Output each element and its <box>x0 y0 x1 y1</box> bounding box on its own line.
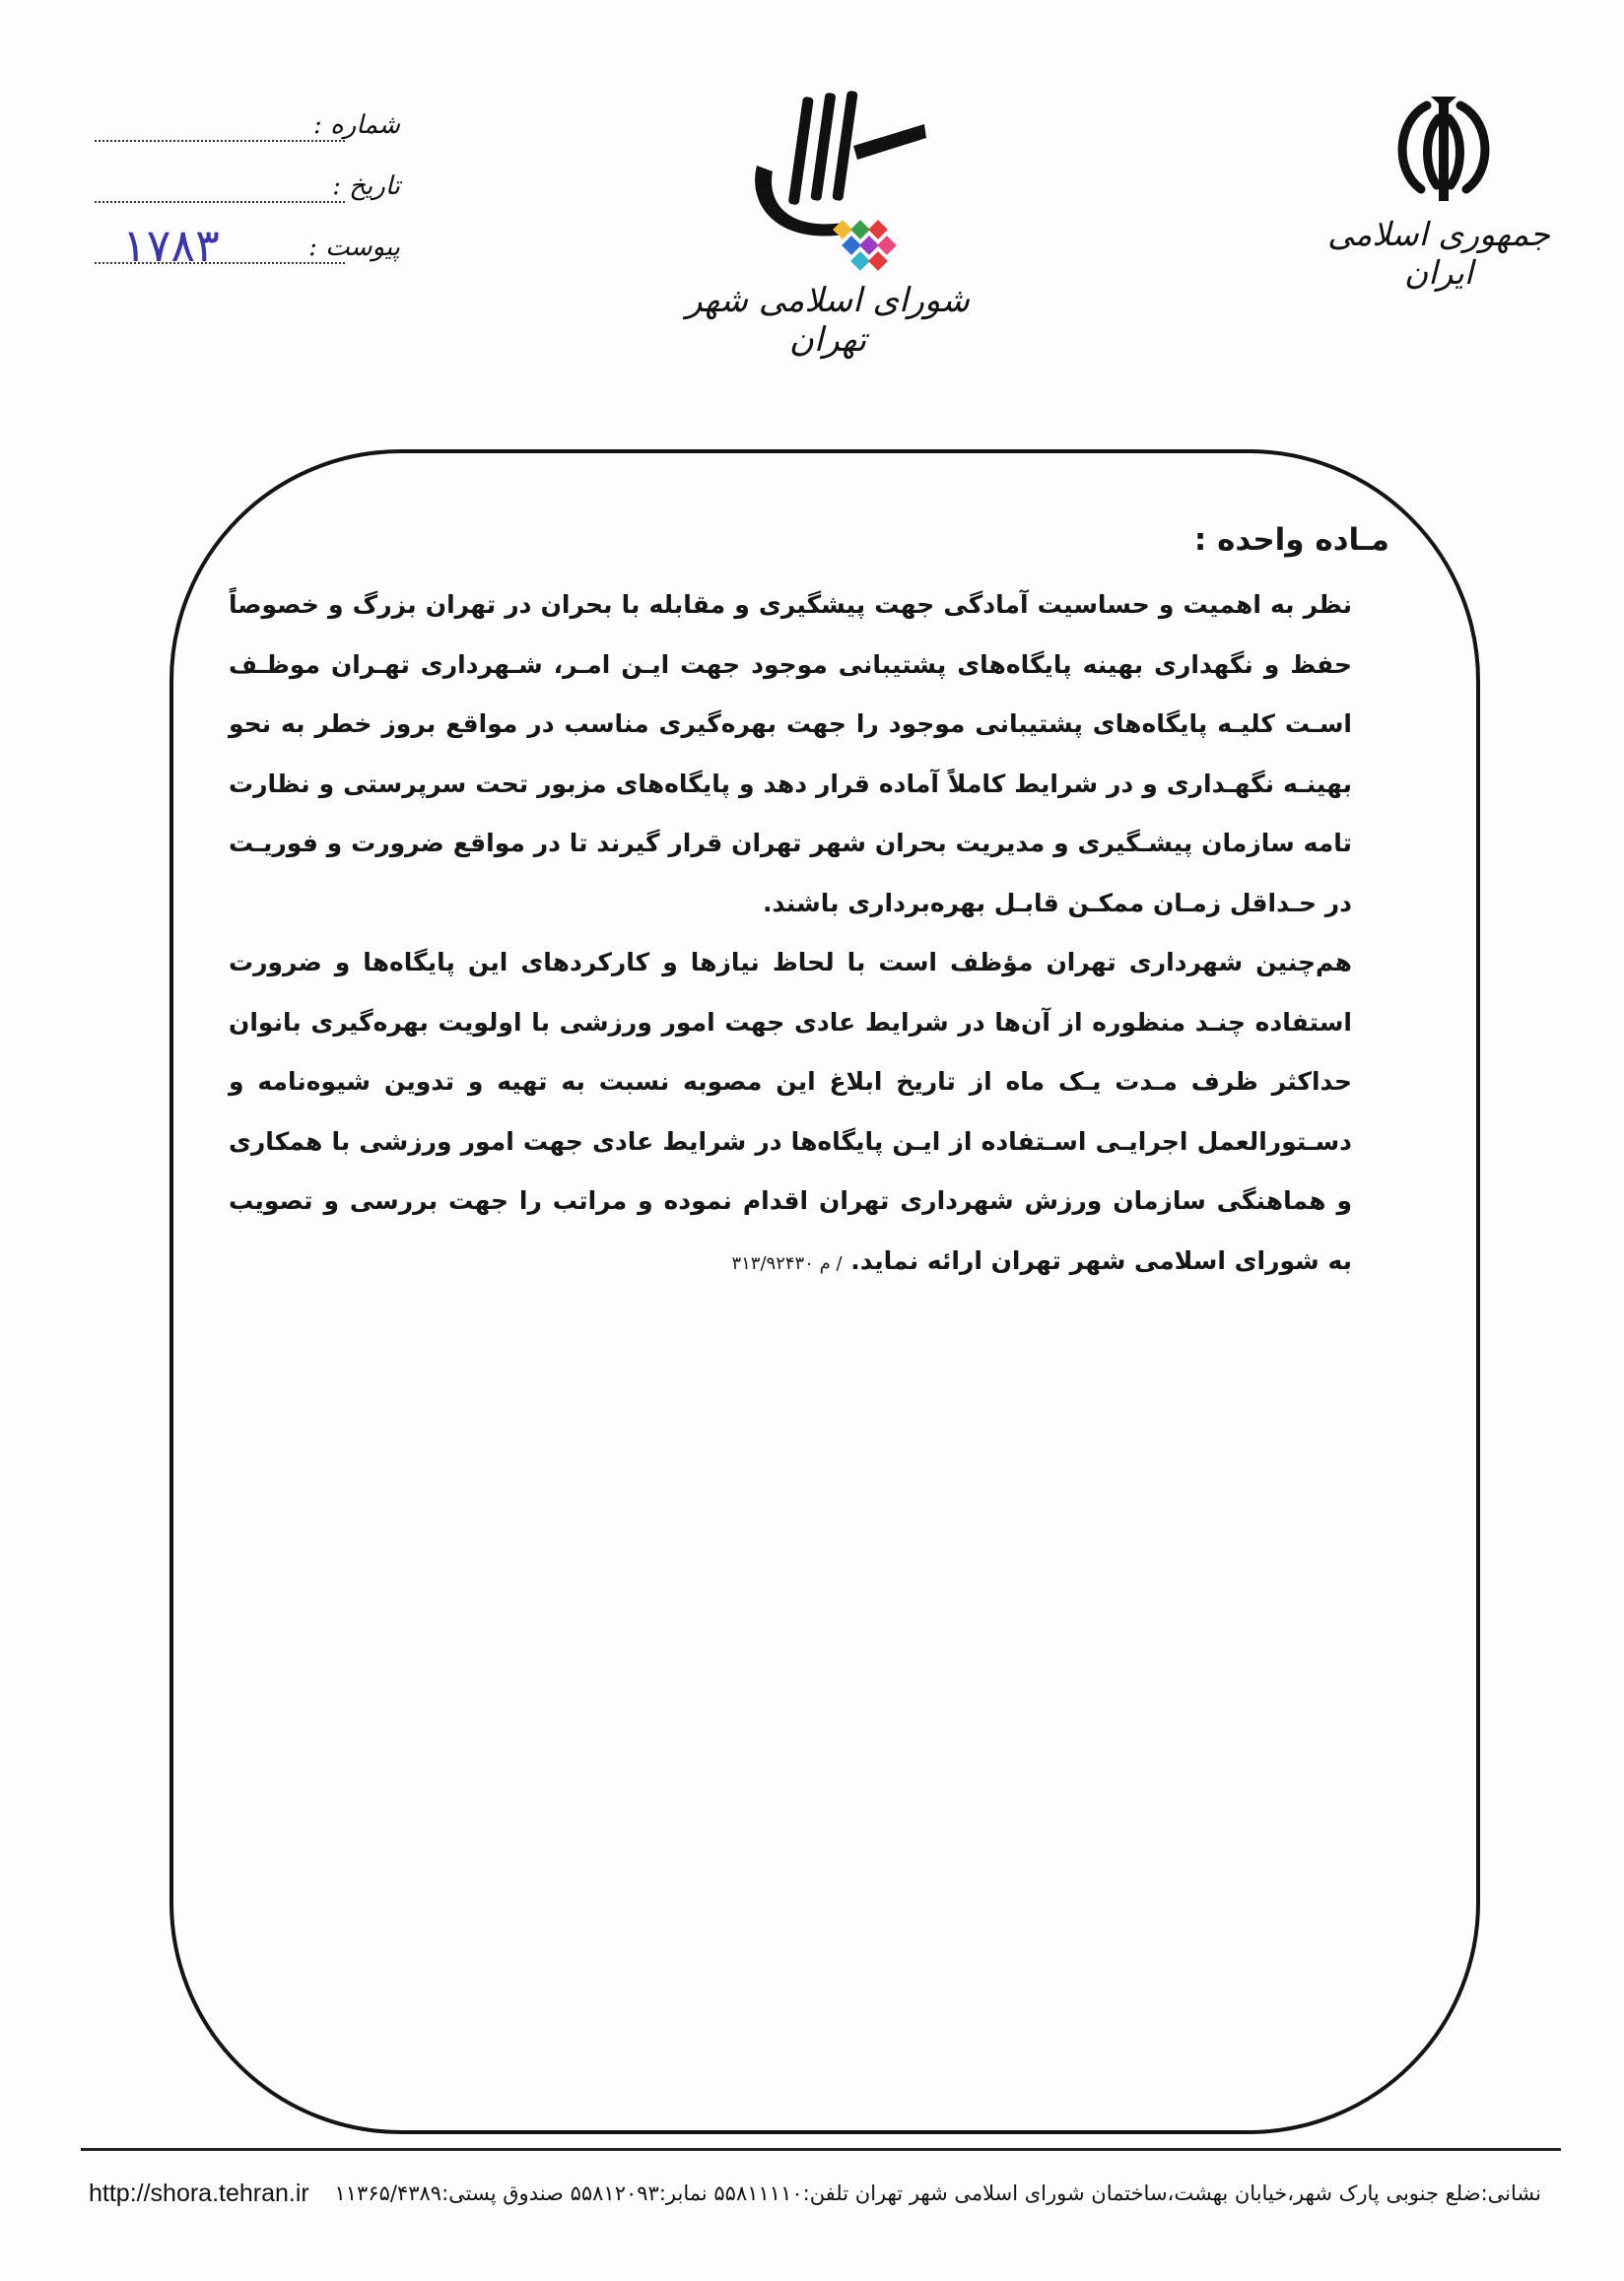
ref-label-number: شماره : <box>313 110 400 140</box>
colored-squares <box>833 220 897 271</box>
footer-address: نشانی:ضلع جنوبی پارک شهر،خیابان بهشت،ساختمان شورای اسلامی شهر تهران تلفن:۵۵۸۱۱۱۱۰ نمابر:۵۵۸۱۲۰۹۳ صندوق پستی:۱۱۳۶۵/۴۳۸۹ <box>334 2181 1541 2205</box>
footer <box>87 2180 1555 2219</box>
reference-note: / م ۳۱۳/۹۲۴۳۰ <box>731 1252 843 1274</box>
reference-fields <box>95 108 400 292</box>
country-name: جمهوری اسلامی ایران <box>1327 215 1550 292</box>
resolution-heading: مـاده واحده : <box>1193 522 1389 558</box>
council-logo-icon <box>737 87 934 284</box>
handwritten-attachment-number: ۱۷۸۳ <box>122 219 220 272</box>
ref-label-date: تاریخ : <box>332 171 400 201</box>
resolution-paragraph-2-text: هم‌چنین شهرداری تهران مؤظف است با لحاظ نیازها و کارکردهای این پایگاه‌ها و ضرورت استفاده چنـد منظوره از آن‌ها در شرایط عادی جهت امور ورزشی با اولویت بهره‌گیری بانوان حداکثر ظرف مـدت یـک ماه از تاریخ ابلاغ این مصوبه نسبت به تهیه و تدوین شیوه‌نامه و دسـتورالعمل اجرایـی اسـتفاده از ایـن پایگاه‌ها در شرایط عادی جهت امور ورزشی با همکاری و هماهنگی سازمان ورزش شهرداری تهران اقدام نموده و مراتب را جهت بررسی و تصویب به شورای اسلامی شهر تهران ارائه نماید. <box>229 948 1352 1275</box>
resolution-paragraph-1: نظر به اهمیت و حساسیت آمادگی جهت پیشگیری و مقابله با بحران در تهران بزرگ و خصوصاً حفظ و نگهداری بهینه پایگاه‌های پشتیبانی موجود جهت ایـن امـر، شـهرداری تهـران موظـف اسـت کلیـه پایگاه‌های پشتیبانی موجود را جهت بهره‌گیری مناسب در مواقع بروز خطر به نحو بهینـه نگهـداری و در شرایط کاملاً آماده قرار دهد و پایگاه‌های مزبور تحت سرپرستی و نظارت تامه سازمان پیشـگیری و مدیریت بحران شهر تهران قرار گیرند تا در مواقع ضرورت و فوریـت در حـداقل زمـان ممکـن قابـل بهره‌برداری باشند. <box>229 590 1352 917</box>
resolution-paragraph-2 <box>229 933 1352 1294</box>
national-emblem-icon <box>1380 91 1508 204</box>
ref-row-attachment <box>95 219 400 292</box>
council-name: شورای اسلامی شهر تهران <box>686 281 970 360</box>
ref-line-number <box>95 140 345 142</box>
ref-row-number <box>95 108 400 169</box>
ref-label-attachment: پیوست : <box>308 233 400 262</box>
footer-website-link[interactable]: http://shora.tehran.ir <box>89 2180 309 2207</box>
footer-divider <box>81 2148 1561 2151</box>
ref-line-date <box>95 201 345 203</box>
resolution-content <box>229 522 1389 1294</box>
